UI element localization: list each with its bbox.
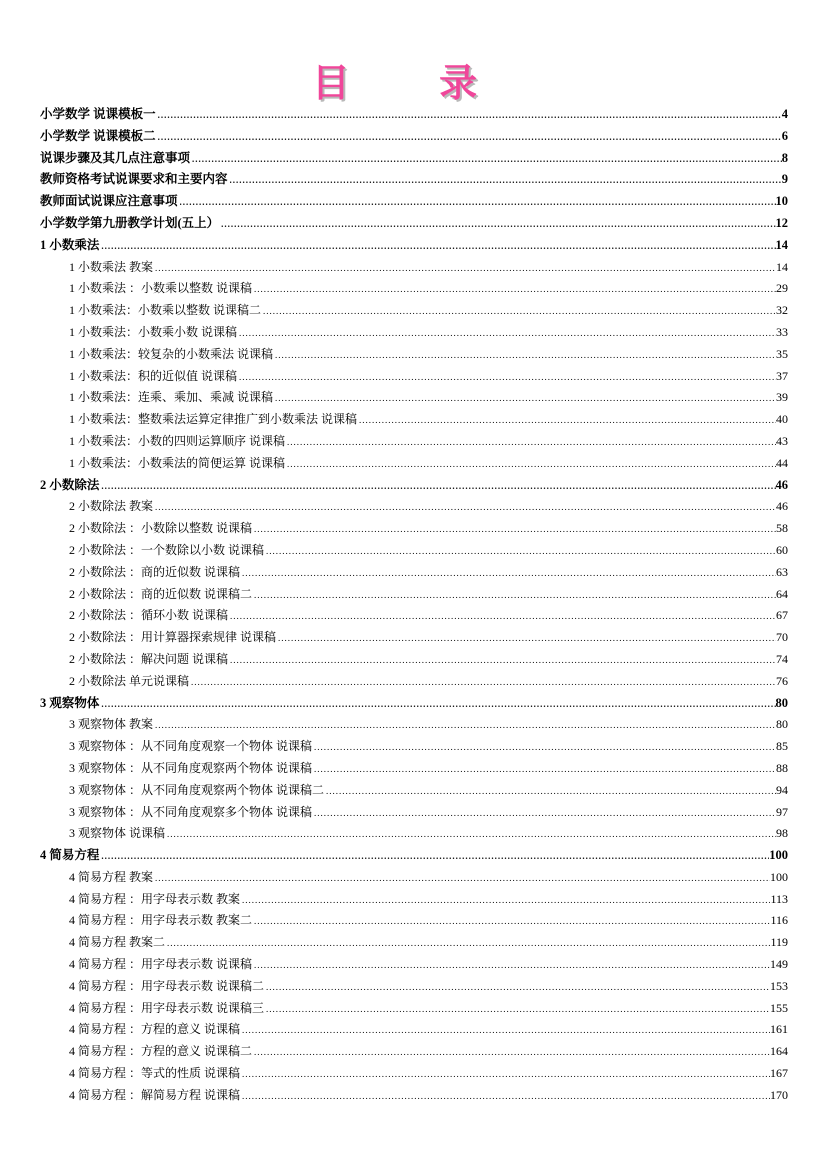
toc-leader-dots [221,214,775,236]
toc-page-number: 76 [776,673,788,688]
toc-entry-title: 1 小数乘法 ：小数乘以整数 说课稿 [69,281,253,296]
toc-page-number: 153 [770,978,788,993]
toc-section-entry[interactable] [40,910,788,932]
toc-page-number: 44 [776,455,788,470]
toc-leader-dots [314,737,776,759]
toc-section-entry[interactable] [40,867,788,889]
toc-leader-dots [191,672,776,694]
toc-page-number: 70 [776,630,788,645]
toc-section-entry[interactable] [40,278,788,300]
toc-entry-title: 2 小数除法 ：商的近似数 说课稿二 [69,586,253,601]
toc-entry-title: 2 小数除法 [40,477,100,492]
toc-section-entry[interactable] [40,453,788,475]
toc-section-entry[interactable] [40,257,788,279]
toc-leader-dots [242,890,770,912]
toc-leader-dots [242,1064,770,1086]
toc-leader-dots [101,236,775,258]
toc-section-entry[interactable] [40,802,788,824]
toc-leader-dots [263,301,776,323]
toc-chapter-entry[interactable] [40,693,788,715]
toc-leader-dots [239,323,776,345]
toc-section-entry[interactable] [40,649,788,671]
toc-entry-title: 教师面试说课应注意事项 [40,194,178,209]
toc-page-number: 46 [776,499,788,514]
toc-leader-dots [275,388,776,410]
toc-entry-title: 1 小数乘法：整数乘法运算定律推广到小数乘法 说课稿 [69,412,358,427]
toc-leader-dots [101,476,775,498]
toc-page-number: 170 [770,1087,788,1102]
toc-page-number: 6 [781,128,788,143]
toc-page-number: 8 [781,150,788,165]
toc-section-entry[interactable] [40,409,788,431]
toc-leader-dots [359,410,776,432]
toc-entry-title: 1 小数乘法：小数乘小数 说课稿 [69,324,238,339]
toc-section-entry[interactable] [40,322,788,344]
toc-entry-title: 3 观察物体 [40,695,100,710]
toc-page-number: 161 [770,1022,788,1037]
toc-leader-dots [167,933,770,955]
toc-leader-dots [266,977,770,999]
toc-page-number: 100 [770,869,788,884]
toc-section-entry[interactable] [40,671,788,693]
toc-entry-title: 说课步骤及其几点注意事项 [40,150,191,165]
toc-leader-dots [254,955,770,977]
toc-section-entry[interactable] [40,1019,788,1041]
toc-page-number: 9 [781,172,788,187]
toc-page-number: 35 [776,346,788,361]
toc-section-entry[interactable] [40,954,788,976]
toc-page-number: 14 [775,237,788,252]
toc-page-number: 29 [776,281,788,296]
toc-entry-title: 4 简易方程 ：等式的性质 说课稿 [69,1066,241,1081]
toc-entry-title: 4 简易方程 ：方程的意义 说课稿 [69,1022,241,1037]
toc-leader-dots [254,911,770,933]
toc-leader-dots [230,170,782,192]
toc-section-entry[interactable] [40,998,788,1020]
toc-page-number: 37 [776,368,788,383]
toc-page-number: 33 [776,324,788,339]
toc-leader-dots [101,846,769,868]
toc-entry-title: 小学数学 说课模板一 [40,107,156,121]
toc-entry-title: 3 观察物体 ：从不同角度观察多个物体 说课稿 [69,804,313,819]
toc-leader-dots [314,759,776,781]
toc-entry-title: 3 观察物体 ：从不同角度观察两个物体 说课稿 [69,760,313,775]
toc-leader-dots [242,1086,770,1108]
toc-section-entry[interactable] [40,518,788,540]
toc-page-number: 97 [776,804,788,819]
toc-chapter-entry[interactable] [40,104,788,126]
toc-section-entry[interactable] [40,714,788,736]
toc-page-number: 74 [776,651,788,666]
toc-entry-title: 1 小数乘法：小数乘法的简便运算 说课稿 [69,455,286,470]
toc-entry-title: 2 小数除法 教案 [69,499,154,514]
toc-leader-dots [266,541,776,563]
toc-leader-dots [158,105,782,127]
toc-chapter-entry[interactable] [40,191,788,213]
toc-section-entry[interactable] [40,627,788,649]
toc-section-entry[interactable] [40,780,788,802]
toc-leader-dots [167,824,776,846]
toc-section-entry[interactable] [40,823,788,845]
toc-entry-title: 小学数学 说课模板二 [40,128,156,143]
toc-entry-title: 4 简易方程 ：用字母表示数 说课稿二 [69,978,265,993]
toc-page-number: 64 [776,586,788,601]
toc-leader-dots [287,432,776,454]
toc-entry-title: 教师资格考试说课要求和主要内容 [40,172,228,187]
toc-entry-title: 2 小数除法 ：一个数除以小数 说课稿 [69,542,265,557]
toc-title: 目 录 [311,61,516,105]
toc-leader-dots [192,149,782,171]
toc-page-number: 94 [776,782,788,797]
toc-page-number: 164 [770,1044,788,1059]
toc-entry-title: 4 简易方程 ：用字母表示数 说课稿 [69,957,253,972]
toc-section-entry[interactable] [40,584,788,606]
toc-page-number: 149 [770,957,788,972]
toc-section-entry[interactable] [40,1085,788,1107]
toc-entry-title: 4 简易方程 ：用字母表示数 说课稿三 [69,1000,265,1015]
toc-page-number: 12 [775,215,788,230]
toc-leader-dots [155,868,770,890]
toc-leader-dots [266,999,770,1021]
toc-page-number: 46 [775,477,788,492]
toc-section-entry[interactable] [40,976,788,998]
toc-entry-title: 3 观察物体 教案 [69,717,154,732]
toc-entry-title: 1 小数乘法：小数的四则运算顺序 说课稿 [69,433,286,448]
toc-entry-title: 4 简易方程 ：用字母表示数 教案 [69,891,241,906]
toc-entry-title: 2 小数除法 ：商的近似数 说课稿 [69,564,241,579]
toc-page-number: 119 [770,935,788,950]
toc-entry-title: 1 小数乘法：小数乘以整数 说课稿二 [69,303,262,318]
toc-section-entry[interactable] [40,344,788,366]
toc-entry-title: 3 观察物体 ：从不同角度观察一个物体 说课稿 [69,739,313,754]
toc-entry-title: 2 小数除法 ：用计算器探索规律 说课稿 [69,630,277,645]
toc-section-entry[interactable] [40,431,788,453]
toc-leader-dots [278,628,776,650]
toc-leader-dots [287,454,776,476]
toc-section-entry[interactable] [40,300,788,322]
toc-leader-dots [254,1042,770,1064]
toc-page-number: 113 [770,891,788,906]
toc-entry-title: 2 小数除法 ：循环小数 说课稿 [69,608,229,623]
toc-page-number: 116 [770,913,788,928]
toc-page-number: 58 [776,521,788,536]
toc-entry-title: 1 小数乘法：较复杂的小数乘法 说课稿 [69,346,274,361]
toc-page-number: 67 [776,608,788,623]
toc-page-number: 167 [770,1066,788,1081]
toc-chapter-entry[interactable] [40,169,788,191]
toc-leader-dots [230,650,776,672]
toc-section-entry[interactable] [40,1063,788,1085]
toc-entry-title: 1 小数乘法：积的近似值 说课稿 [69,368,238,383]
toc-page-number: 10 [775,194,788,209]
toc-section-entry[interactable] [40,605,788,627]
toc-section-entry[interactable] [40,387,788,409]
toc-chapter-entry[interactable] [40,235,788,257]
toc-leader-dots [326,781,776,803]
toc-page-number: 155 [770,1000,788,1015]
toc-page-number: 60 [776,542,788,557]
toc-page-number: 98 [776,826,788,841]
toc-page-number: 100 [769,848,788,863]
toc-section-entry[interactable] [40,562,788,584]
toc-leader-dots [275,345,776,367]
toc-page-number: 40 [776,412,788,427]
toc-page-number: 4 [781,107,788,121]
toc-chapter-entry[interactable] [40,126,788,148]
toc-entry-title: 2 小数除法 ：解决问题 说课稿 [69,651,229,666]
toc-entry-title: 小学数学第九册教学计划(五上） [40,215,220,230]
toc-leader-dots [101,694,775,716]
toc-leader-dots [180,192,776,214]
table-of-contents [40,104,788,1107]
toc-leader-dots [155,497,776,519]
toc-section-entry[interactable] [40,758,788,780]
toc-leader-dots [230,606,776,628]
toc-page-number: 85 [776,739,788,754]
toc-entry-title: 4 简易方程 ：解简易方程 说课稿 [69,1087,241,1102]
toc-entry-title: 2 小数除法 ：小数除以整数 说课稿 [69,521,253,536]
toc-section-entry[interactable] [40,1041,788,1063]
toc-leader-dots [254,585,776,607]
toc-chapter-entry[interactable] [40,845,788,867]
toc-leader-dots [314,803,776,825]
toc-page-number: 80 [776,717,788,732]
toc-page-number: 63 [776,564,788,579]
toc-leader-dots [242,1020,770,1042]
toc-section-entry[interactable] [40,932,788,954]
toc-entry-title: 1 小数乘法 [40,237,100,252]
toc-leader-dots [254,519,776,541]
toc-leader-dots [155,715,776,737]
toc-entry-title: 4 简易方程 ：方程的意义 说课稿二 [69,1044,253,1059]
toc-section-entry[interactable] [40,736,788,758]
toc-chapter-entry[interactable] [40,148,788,170]
toc-entry-title: 2 小数除法 单元说课稿 [69,673,190,688]
toc-page-number: 88 [776,760,788,775]
toc-entry-title: 4 简易方程 [40,848,100,863]
toc-section-entry[interactable] [40,540,788,562]
toc-page-number: 14 [776,259,788,274]
toc-leader-dots [155,258,776,280]
toc-page-number: 80 [775,695,788,710]
toc-leader-dots [158,127,782,149]
toc-section-entry[interactable] [40,889,788,911]
toc-section-entry[interactable] [40,496,788,518]
toc-page-number: 39 [776,390,788,405]
toc-entry-title: 1 小数乘法 教案 [69,259,154,274]
toc-entry-title: 4 简易方程 教案二 [69,935,166,950]
toc-page-number: 32 [776,303,788,318]
toc-leader-dots [242,563,776,585]
toc-page-number: 43 [776,433,788,448]
toc-entry-title: 4 简易方程 ：用字母表示数 教案二 [69,913,253,928]
toc-chapter-entry[interactable] [40,475,788,497]
toc-section-entry[interactable] [40,366,788,388]
toc-leader-dots [254,279,776,301]
toc-entry-title: 4 简易方程 教案 [69,869,154,884]
toc-entry-title: 1 小数乘法：连乘、乘加、乘减 说课稿 [69,390,274,405]
toc-entry-title: 3 观察物体 说课稿 [69,826,166,841]
toc-entry-title: 3 观察物体 ：从不同角度观察两个物体 说课稿二 [69,782,325,797]
toc-chapter-entry[interactable] [40,213,788,235]
toc-leader-dots [239,367,776,389]
